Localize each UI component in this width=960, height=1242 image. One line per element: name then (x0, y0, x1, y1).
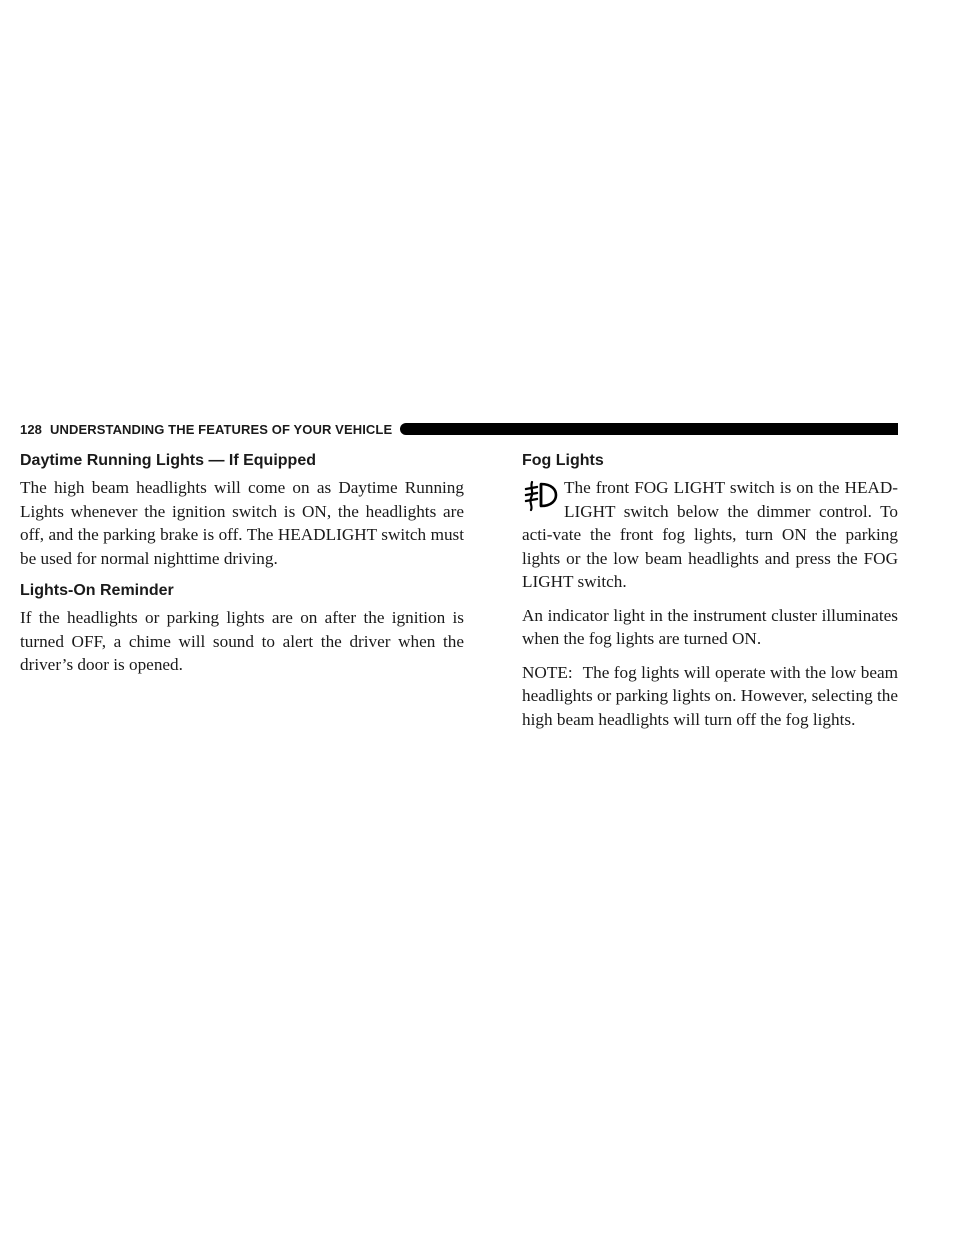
header-bar (400, 423, 898, 435)
indicator-paragraph: An indicator light in the instrument cluster illuminates when the fog lights are turned ON. (522, 605, 898, 648)
fog-light-icon (522, 478, 560, 512)
right-column (522, 450, 898, 731)
page-header (20, 422, 898, 436)
page-number: 128 (20, 421, 42, 437)
drl-paragraph: The high beam headlights will come on as Daytime Running Lights whenever the ignition switch is ON, the headlights are off, and the parking brake is off. The HEADLIGHT switch must be used for normal nighttime driving. (20, 478, 464, 568)
drl-heading: Daytime Running Lights — If Equipped (20, 452, 316, 469)
note-paragraph (522, 661, 898, 732)
fog-heading: Fog Lights (522, 452, 604, 469)
section-title: UNDERSTANDING THE FEATURES OF YOUR VEHICLE (50, 421, 393, 437)
reminder-heading: Lights-On Reminder (20, 582, 174, 599)
fog-paragraph: The front FOG LIGHT switch is on the HEAD-LIGHT switch below the dimmer control. To acti-vate the front fog lights, turn ON the parking lights or the low beam headlights and press the FOG LIGHT switch. (522, 478, 898, 591)
note-label: NOTE: (522, 662, 573, 682)
fog-description (522, 476, 898, 594)
note-text: The fog lights will operate with the low beam headlights or parking lights on. However, selecting the high beam headlights will turn off the fog lights. (522, 662, 898, 729)
left-column (20, 450, 464, 677)
reminder-paragraph: If the headlights or parking lights are on after the ignition is turned OFF, a chime will sound to alert the driver when the driver’s door is opened. (20, 608, 464, 674)
